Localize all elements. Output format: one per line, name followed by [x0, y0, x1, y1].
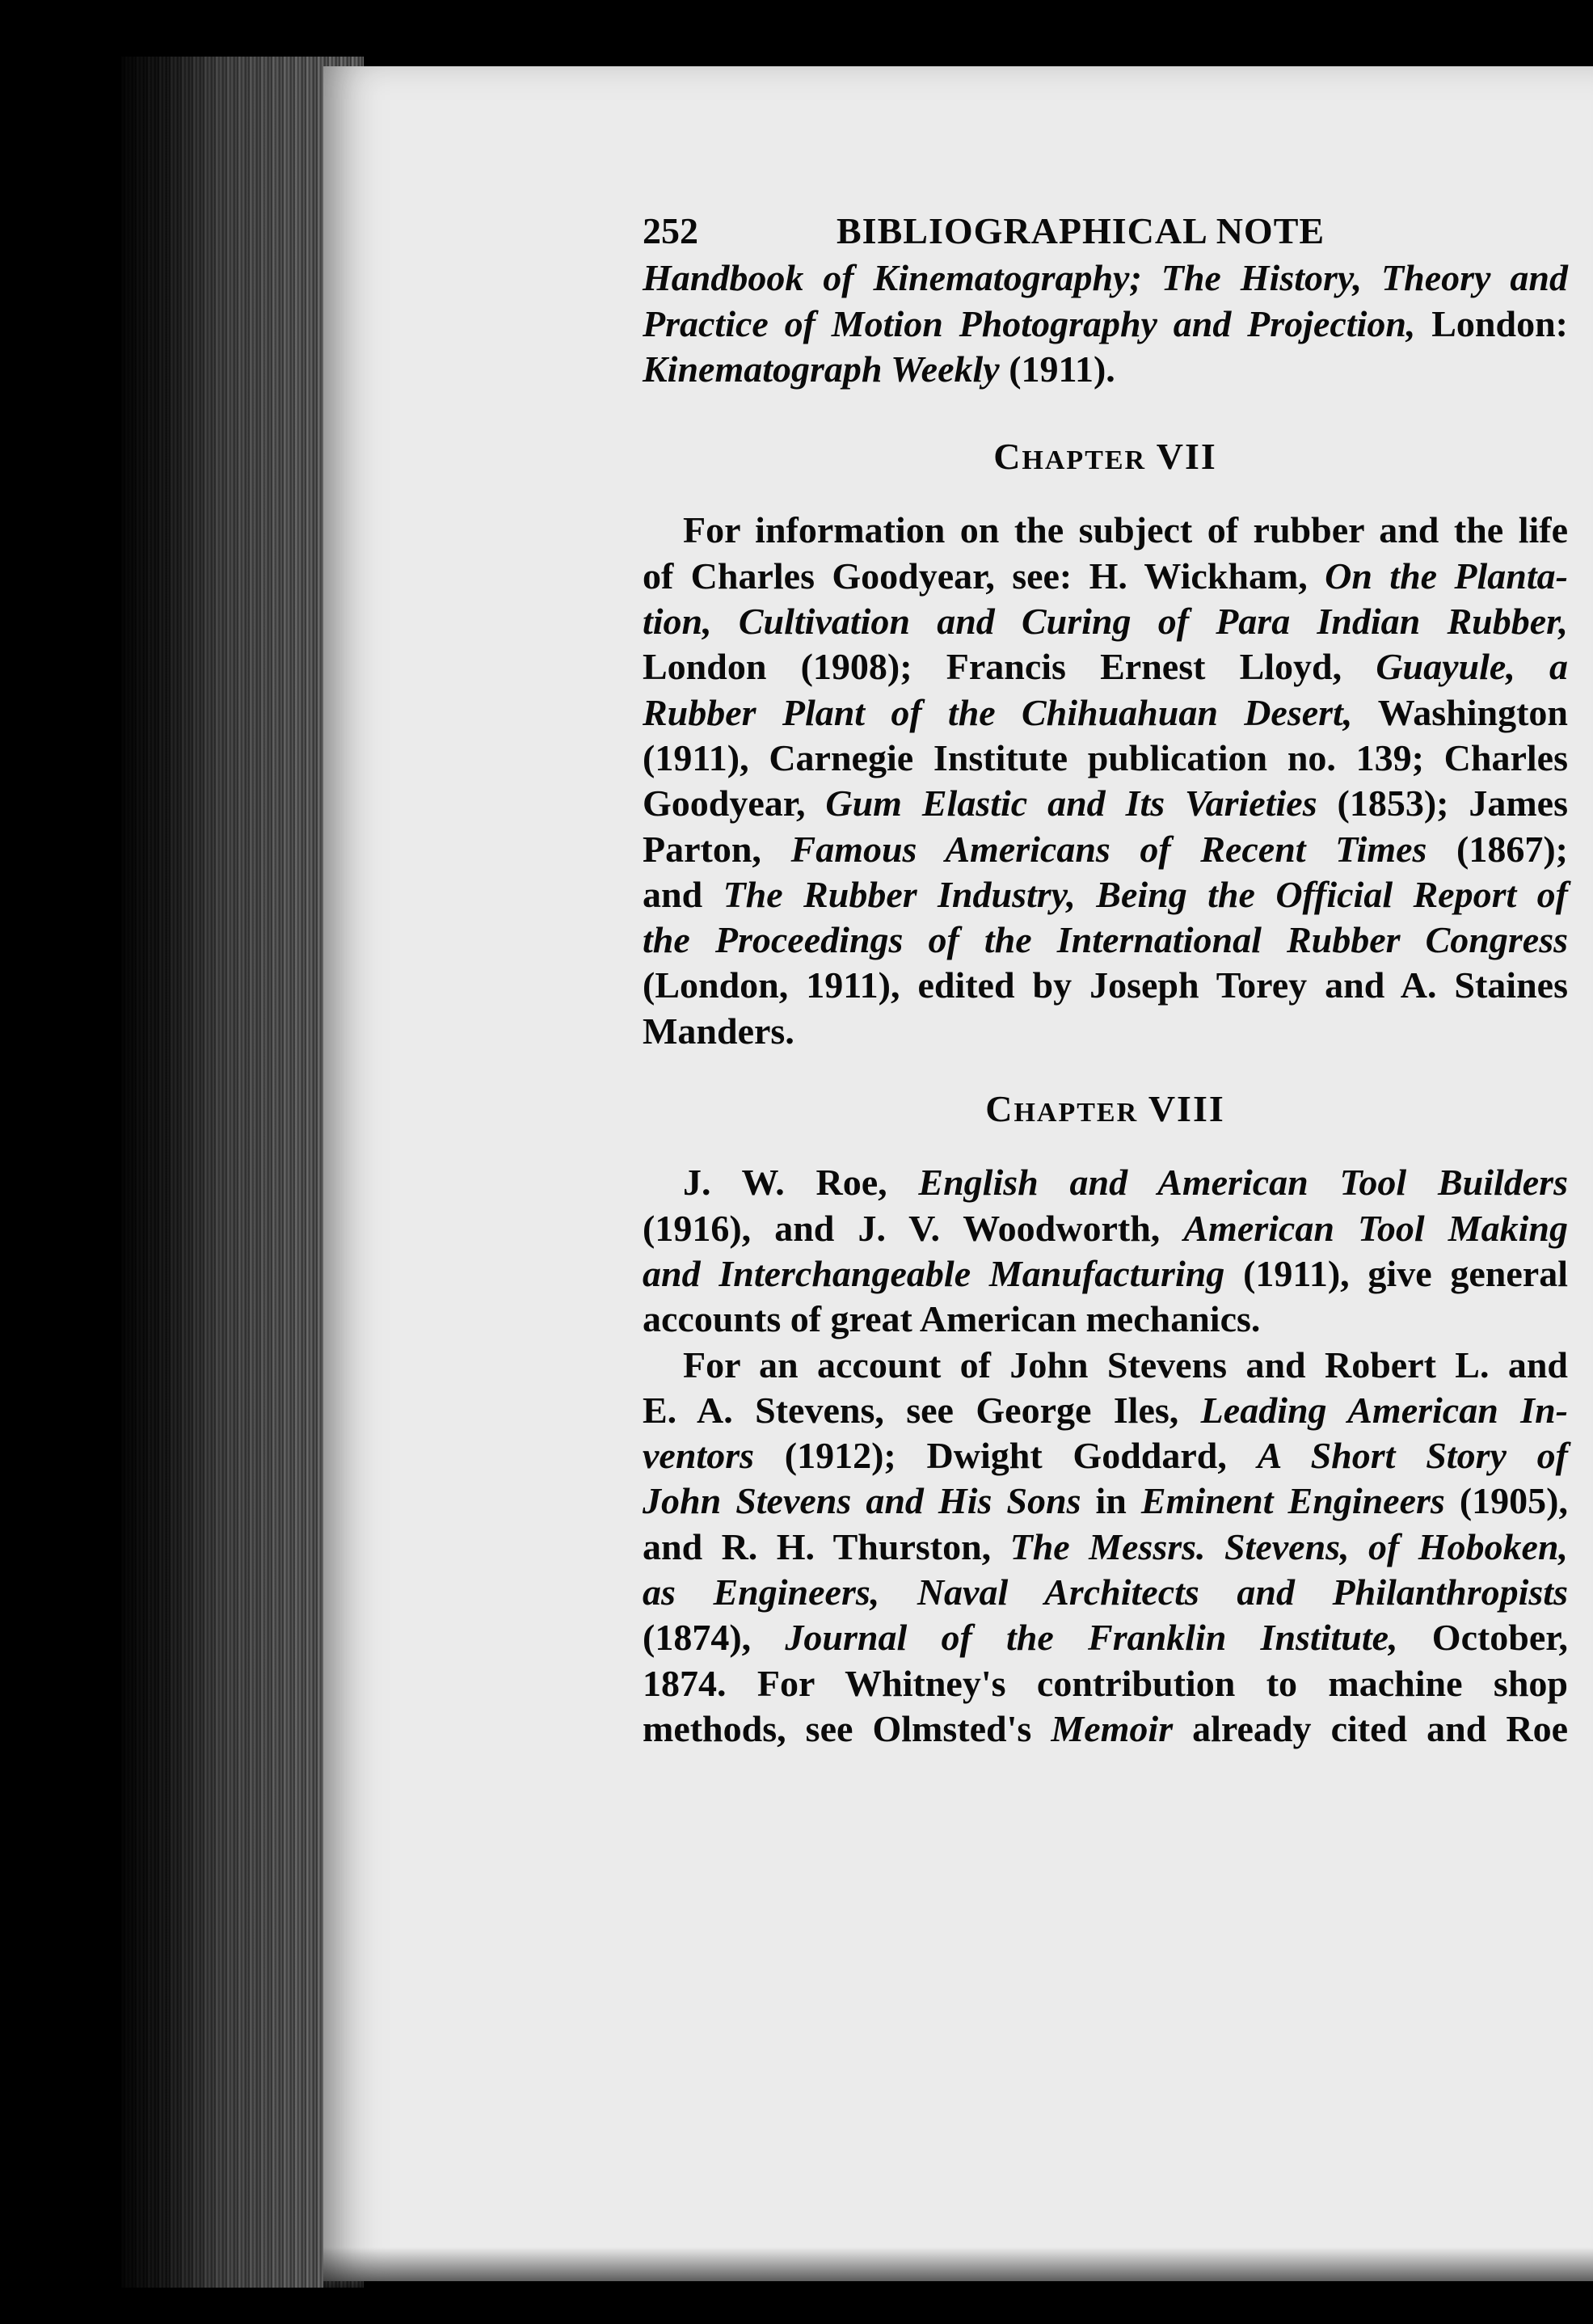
text-line [643, 347, 1568, 392]
text-span: (1912); Dwight Goddard, [754, 1435, 1258, 1477]
text-line [643, 1160, 1568, 1205]
italic-text: as Engineers, Naval Architects and Philanthropists [643, 1571, 1568, 1613]
text-span: methods, see Olmsted's [643, 1707, 1051, 1749]
text-line [643, 781, 1568, 826]
text-line [643, 1615, 1568, 1660]
text-line: accounts of great American mechanics. [643, 1298, 1261, 1340]
text-span: already cited and Roe [1173, 1707, 1569, 1749]
italic-text: Kinematograph Weekly [643, 348, 1000, 390]
chapter-viii-paragraph-2 [643, 1343, 1568, 1752]
chapter-heading-viii [643, 1086, 1568, 1136]
italic-text: the Proceedings of the International Rubber Congress [643, 919, 1568, 961]
chapter-heading-vii [643, 434, 1568, 483]
heading-small-caps: HAPTER [1022, 445, 1147, 476]
italic-text: The Messrs. Stevens, of Hoboken, [1009, 1525, 1568, 1567]
text-line [643, 1388, 1568, 1433]
page-number: 252 [643, 210, 698, 251]
italic-text: Eminent Engineers [1140, 1480, 1445, 1522]
text-span: and [643, 873, 723, 915]
italic-text: Guayule, a [1376, 646, 1569, 688]
text-span: (1916), and J. V. Woodworth, [643, 1207, 1184, 1249]
chapter-viii-paragraph-1 [643, 1160, 1568, 1342]
heading-cap: C [993, 436, 1022, 478]
text-span: London: [1415, 302, 1568, 344]
text-line: For information on the subject of rubber and the life [683, 509, 1568, 551]
text-line [643, 872, 1568, 917]
text-line [643, 554, 1568, 599]
text-line: 1874. For Whitney's contribution to machine shop [643, 1662, 1568, 1704]
heading-number: VII [1146, 436, 1217, 478]
text-span: London (1908); Francis Ernest Lloyd, [643, 646, 1376, 688]
italic-text: On the Planta- [1325, 555, 1568, 597]
text-line: (1911), Carnegie Institute publication no. 139; Charles [643, 736, 1568, 778]
text-line: (London, 1911), edited by Joseph Torey and A. Staines [643, 964, 1568, 1006]
text-span: (1874), [643, 1617, 786, 1659]
italic-text: A Short Story of [1257, 1435, 1568, 1477]
heading-cap: C [985, 1088, 1014, 1130]
running-head: BIBLIOGRAPHICAL NOTE [837, 210, 1325, 251]
italic-text: Rubber Plant of the Chihuahuan Desert, [643, 691, 1353, 733]
text-line [643, 1433, 1568, 1478]
italic-text: John Stevens and His Sons [643, 1480, 1081, 1522]
italic-text: Practice of Motion Photography and Projection, [643, 302, 1416, 344]
italic-text: Gum Elastic and Its Varieties [825, 782, 1317, 825]
text-line [643, 644, 1568, 690]
text-line [643, 1478, 1568, 1524]
text-span: (1867); [1427, 828, 1568, 870]
text-span: of Charles Goodyear, see: H. Wickham, [643, 555, 1325, 597]
italic-text: Famous Americans of Recent Times [790, 828, 1427, 870]
text-span: in [1081, 1480, 1141, 1522]
text-span: (1853); James [1317, 782, 1568, 825]
text-line [643, 255, 1568, 301]
text-span: E. A. Stevens, see George Iles, [643, 1389, 1201, 1431]
italic-text: tion, Cultivation and Curing of Para Indian Rubber, [643, 601, 1568, 643]
text-span: Goodyear, [643, 782, 826, 825]
text-line [643, 599, 1568, 644]
text-span: October, [1397, 1617, 1569, 1659]
italic-text: and Interchangeable Manufacturing [643, 1252, 1225, 1294]
text-span: and R. H. Thurston, [643, 1525, 1010, 1567]
italic-text: Journal of the Franklin Institute, [785, 1617, 1398, 1659]
text-span: Parton, [643, 828, 791, 870]
page-header [643, 209, 1568, 254]
italic-text: Handbook of Kinematography; The History, Theory and [643, 257, 1568, 299]
chapter-vii-paragraph [643, 508, 1568, 1054]
text-span: J. W. Roe, [683, 1162, 919, 1204]
italic-text: American Tool Making [1183, 1207, 1568, 1249]
text-span: Washington [1352, 691, 1568, 733]
text-line [643, 1251, 1568, 1297]
text-line [643, 827, 1568, 872]
heading-small-caps: HAPTER [1014, 1098, 1139, 1128]
italic-text: Memoir [1051, 1707, 1174, 1749]
text-line [643, 1570, 1568, 1615]
page-text [643, 209, 1568, 1752]
text-line: For an account of John Stevens and Robert L. and [683, 1343, 1568, 1386]
text-line: Manders. [643, 1010, 794, 1052]
italic-text: The Rubber Industry, Being the Official Report of [723, 873, 1568, 915]
italic-text: Leading American In- [1200, 1389, 1568, 1431]
text-span: (1905), [1444, 1480, 1568, 1522]
italic-text: English and American Tool Builders [918, 1162, 1568, 1204]
text-line [643, 917, 1568, 963]
text-span: (1911), give general [1224, 1252, 1568, 1294]
text-line [643, 302, 1568, 347]
text-line [643, 1525, 1568, 1570]
heading-number: VIII [1138, 1088, 1225, 1130]
text-line [643, 1206, 1568, 1251]
page-bottom-shadow [323, 2247, 1593, 2296]
text-line [643, 1706, 1568, 1752]
italic-text: ventors [643, 1435, 754, 1477]
intro-paragraph [643, 255, 1568, 392]
text-line [643, 690, 1568, 736]
text-span: (1911). [999, 348, 1115, 390]
